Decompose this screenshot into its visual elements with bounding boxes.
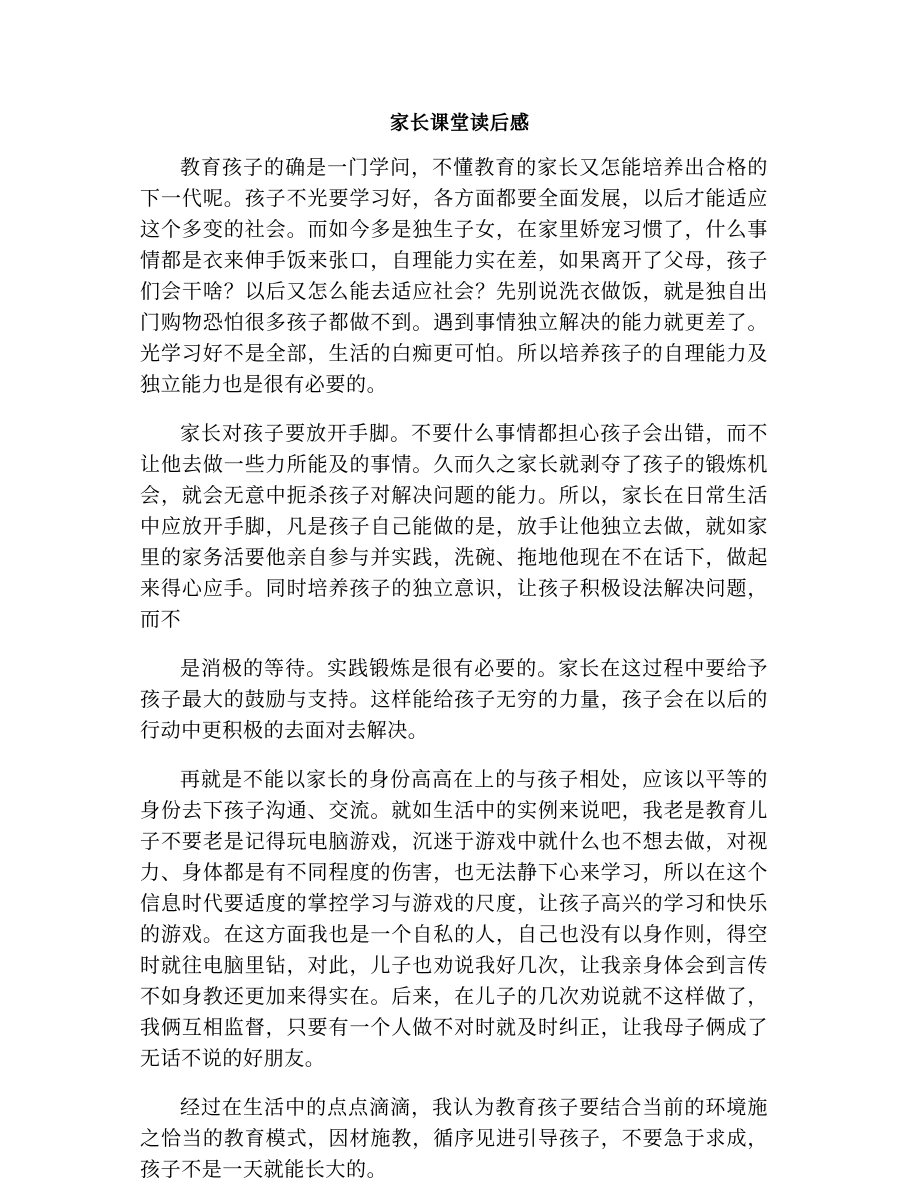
paragraph-4: 再就是不能以家长的身份高高在上的与孩子相处，应该以平等的身份去下孩子沟通、交流。就如生活中的实例来说吧，我老是教育儿子不要老是记得玩电脑游戏，沉迷于游戏中就什么也不想去做，对视力、身体都是有不同程度的伤害，也无法静下心来学习，所以在这个信息时代要适度的掌控学习与游戏的尺度，让孩子高兴的学习和快乐的游戏。在这方面我也是一个自私的人，自己也没有以身作则，得空时就往电脑里钻，对此，儿子也劝说我好几次，让我亲身体会到言传不如身教还更加来得实在。后来，在儿子的几次劝说就不这样做了，我俩互相监督，只要有一个人做不对时就及时纠正，让我母子俩成了无话不说的好朋友。 xyxy=(140,767,768,1070)
document-title: 家长课堂读后感 xyxy=(389,112,530,134)
paragraph-5: 经过在生活中的点点滴滴，我认为教育孩子要结合当前的环境施之恰当的教育模式，因材施教，循序见进引导孩子，不要急于求成，孩子不是一天就能长大的。 xyxy=(140,1095,768,1181)
paragraph-1: 教育孩子的确是一门学问，不懂教育的家长又怎能培养出合格的下一代呢。孩子不光要学习好，各方面都要全面发展，以后才能适应这个多变的社会。而如今多是独生子女，在家里娇宠习惯了，什么事情都是衣来伸手饭来张口，自理能力实在差，如果离开了父母，孩子们会干啥？以后又怎么能去适应社会？先别说洗衣做饭，就是独自出门购物恐怕很多孩子都做不到。遇到事情独立解决的能力就更差了。光学习好不是全部，生活的白痴更可怕。所以培养孩子的自理能力及独立能力也是很有必要的。 xyxy=(140,155,768,396)
paragraph-3: 是消极的等待。实践锻炼是很有必要的。家长在这过程中要给予孩子最大的鼓励与支持。这样能给孩子无穷的力量，孩子会在以后的行动中更积极的去面对去解决。 xyxy=(140,656,768,742)
paragraph-2: 家长对孩子要放开手脚。不要什么事情都担心孩子会出错，而不让他去做一些力所能及的事情。久而久之家长就剥夺了孩子的锻炼机会，就会无意中扼杀孩子对解决问题的能力。所以，家长在日常生活中应放开手脚，凡是孩子自己能做的是，放手让他独立去做，就如家里的家务活要他亲自参与并实践，洗碗、拖地他现在不在话下，做起来得心应手。同时培养孩子的独立意识，让孩子积极设法解决问题，而不 xyxy=(140,421,768,631)
document-body xyxy=(140,152,768,1203)
